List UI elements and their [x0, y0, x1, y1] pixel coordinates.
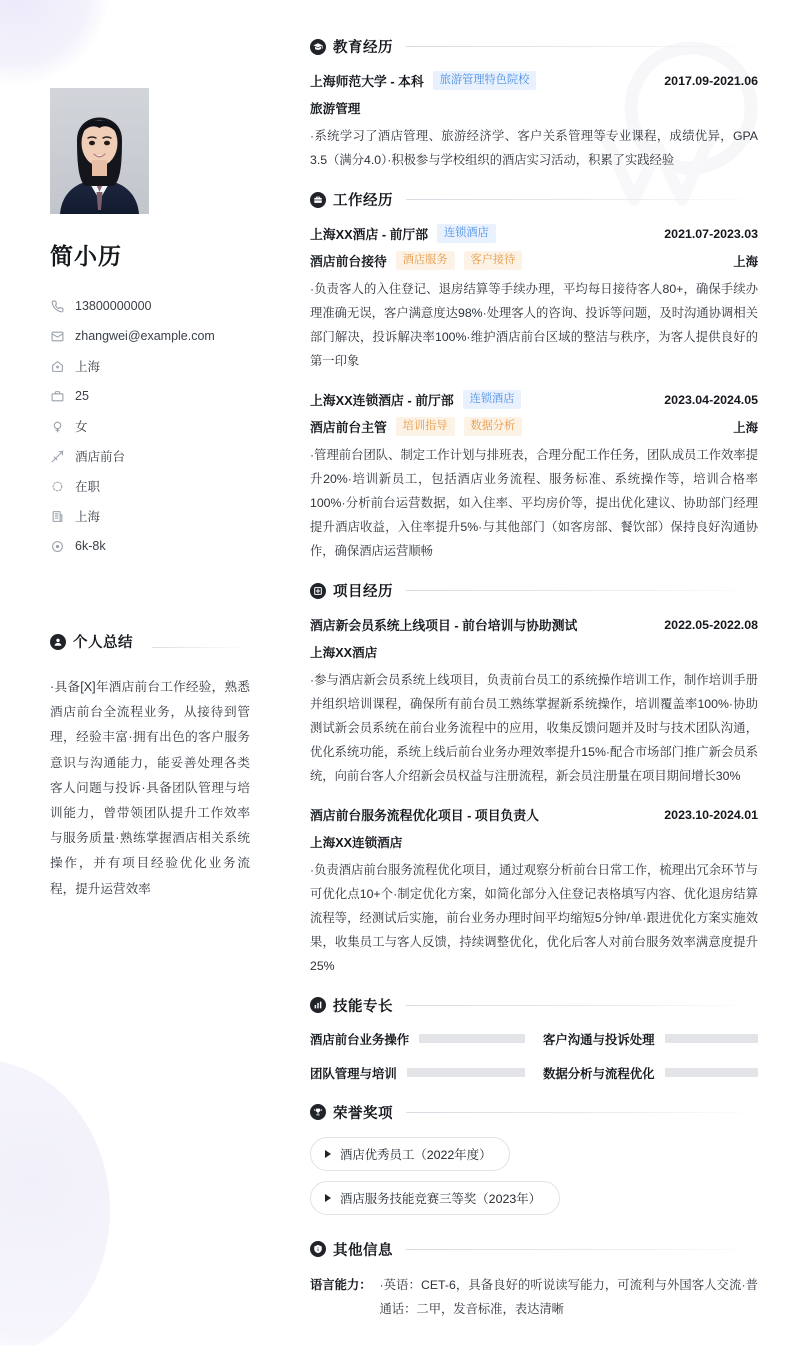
skill-bar [419, 1034, 525, 1043]
contact-salary-value: 6k-8k [75, 539, 106, 553]
contact-age [50, 381, 260, 411]
contact-salary [50, 531, 260, 561]
info-badge-icon [310, 1241, 326, 1257]
work-entry [310, 390, 758, 564]
skill-name: 酒店前台业务操作 [310, 1032, 410, 1047]
project-entry [310, 615, 758, 789]
home-icon [50, 359, 64, 373]
other-body [310, 1274, 758, 1322]
project-org: 上海XX酒店 [310, 646, 378, 661]
honor-item[interactable] [310, 1181, 560, 1215]
skill-name: 团队管理与培训 [310, 1066, 397, 1081]
work-title: 工作经历 [333, 193, 393, 210]
work-entry [310, 224, 758, 374]
skill-bar [665, 1068, 758, 1077]
chart-bar-icon [310, 997, 326, 1013]
contact-gender-value: 女 [75, 420, 88, 434]
work-position-tag: 酒店服务 [396, 251, 455, 270]
project-entry-header [310, 805, 758, 824]
projects-heading [310, 580, 758, 601]
heading-rule [406, 199, 758, 200]
main-content [310, 0, 758, 1326]
skill-bar [665, 1034, 758, 1043]
status-icon [50, 479, 64, 493]
project-description: ·负责酒店前台服务流程优化项目，通过观察分析前台日常工作，梳理出冗余环节与可优化点10+个·制定优化方案，如简化部分入住登记表格填写内容、优化退房结算流程等，经测试后实施，前台业务办理时间平均缩短5分钟/单·跟进优化方案实施效果，收集员工与客人反馈，持续调整优化，优化后客人对前台服务效率满意度提升25% [310, 863, 758, 973]
honor-label: 酒店优秀员工（2022年度） [340, 1147, 492, 1162]
briefcase-icon [310, 192, 326, 208]
triangle-marker-icon [325, 1194, 331, 1202]
education-section [310, 36, 758, 173]
graduation-cap-icon [310, 39, 326, 55]
project-date: 2023.10-2024.01 [664, 807, 758, 822]
contact-gender [50, 411, 260, 441]
work-date: 2021.07-2023.03 [664, 226, 758, 241]
work-company-tag: 连锁酒店 [463, 390, 522, 409]
contact-list [50, 291, 260, 561]
contact-workplace-value: 上海 [75, 510, 101, 524]
work-position: 酒店前台主管 [310, 420, 387, 436]
contact-phone-value: 13800000000 [75, 299, 152, 313]
skill-bar [407, 1068, 525, 1077]
honors-heading [310, 1102, 758, 1123]
summary-heading [50, 631, 250, 659]
work-position-tag: 数据分析 [464, 417, 523, 436]
education-heading [310, 36, 758, 57]
other-heading [310, 1239, 758, 1260]
contact-status [50, 471, 260, 501]
summary-title: 个人总结 [73, 635, 133, 651]
project-org: 上海XX连锁酒店 [310, 836, 403, 851]
sidebar [0, 0, 300, 1346]
other-title: 其他信息 [333, 1242, 393, 1259]
avatar [50, 88, 149, 214]
honors-title: 荣誉奖项 [333, 1105, 393, 1122]
heading-rule [406, 1249, 758, 1250]
work-section [310, 189, 758, 564]
heading-rule [406, 1005, 758, 1006]
phone-icon [50, 299, 64, 313]
contact-email [50, 321, 260, 351]
honor-label: 酒店服务技能竞赛三等奖（2023年） [340, 1191, 542, 1206]
work-description: ·管理前台团队、制定工作计划与排班表，合理分配工作任务，团队成员工作效率提升20%·培训新员工，包括酒店业务流程、服务标准、系统操作等，培训合格率100%·分析前台运营数据，如入住率、平均房价等，提出优化建议、协助部门经理提升酒店收益，入住率提升5%·与其他部门（如客房部、餐饮部）保持良好沟通协作，确保酒店运营顺畅 [310, 448, 758, 559]
work-location: 上海 [733, 254, 758, 269]
contact-city-value: 上海 [75, 360, 101, 374]
skill-name: 数据分析与流程优化 [543, 1066, 655, 1081]
summary-text: ·具备[X]年酒店前台工作经验，熟悉酒店前台全流程业务，从接待到管理，经验丰富·拥有出色的客户服务意识与沟通能力，能妥善处理各类客人问题与投诉·具备团队管理与培训能力，曾带领团队提升工作效率与服务质量·熟练掌握酒店相关系统操作，并有项目经验优化业务流程，提升运营效率 [50, 680, 250, 896]
work-position-tag: 培训指导 [396, 417, 455, 436]
triangle-marker-icon [325, 1150, 331, 1158]
other-label: 语言能力： [310, 1277, 372, 1292]
honor-row [310, 1181, 758, 1225]
work-position-tag: 客户接待 [464, 251, 523, 270]
work-heading [310, 189, 758, 210]
contact-position-value: 酒店前台 [75, 450, 126, 464]
project-description: ·参与酒店新会员系统上线项目，负责前台员工的系统操作培训工作，制作培训手册并组织培训课程，确保所有前台员工熟练掌握新系统操作，培训覆盖率100%·协助测试新会员系统在前台业务流程中的应用，收集反馈问题并及时与技术团队沟通，优化系统功能，系统上线后前台业务办理效率提升15%·配合市场部门推广新会员系统，向前台客人介绍新会员权益与注册流程，新会员注册量在项目期间增长30% [310, 673, 758, 784]
user-circle-icon [50, 634, 66, 650]
honors-section [310, 1102, 758, 1225]
work-date: 2023.04-2024.05 [664, 392, 758, 407]
trophy-icon [310, 1104, 326, 1120]
salary-icon [50, 539, 64, 553]
education-school: 上海师范大学 - 本科 [310, 74, 424, 90]
contact-age-value: 25 [75, 389, 89, 403]
education-entry-header [310, 71, 758, 90]
heading-rule [406, 590, 758, 591]
summary-section [50, 631, 250, 902]
grid-plus-icon [310, 583, 326, 599]
skills-heading [310, 995, 758, 1016]
work-position: 酒店前台接待 [310, 254, 387, 270]
portrait-photo-icon [50, 88, 149, 214]
candidate-name: 简小历 [50, 243, 122, 269]
contact-phone [50, 291, 260, 321]
education-title: 教育经历 [333, 40, 393, 56]
honor-row [310, 1137, 758, 1181]
projects-title: 项目经历 [333, 584, 393, 601]
contact-email-value: zhangwei@example.com [75, 329, 215, 343]
work-entry-header [310, 390, 758, 409]
contact-status-value: 在职 [75, 480, 101, 494]
work-entry-header [310, 224, 758, 243]
honor-item[interactable] [310, 1137, 510, 1171]
project-entry [310, 805, 758, 979]
education-tag: 旅游管理特色院校 [433, 71, 537, 90]
education-description: ·系统学习了酒店管理、旅游经济学、客户关系管理等专业课程，成绩优异，GPA 3.5（满分4.0）·积极参与学校组织的酒店实习活动，积累了实践经验 [310, 129, 758, 168]
contact-position [50, 441, 260, 471]
heading-rule [406, 46, 758, 47]
project-name: 酒店新会员系统上线项目 - 前台培训与协助测试 [310, 618, 578, 634]
work-location: 上海 [733, 420, 758, 435]
skill-name: 客户沟通与投诉处理 [543, 1032, 655, 1047]
work-position-row [310, 417, 758, 436]
work-company-tag: 连锁酒店 [437, 224, 496, 243]
skills-title: 技能专长 [333, 998, 393, 1015]
work-description: ·负责客人的入住登记、退房结算等手续办理，平均每日接待客人80+，确保手续办理准确无误，客户满意度达98%·处理客人的咨询、投诉等问题，及时沟通协调相关部门解决，投诉解决率100%·维护酒店前台区域的整洁与秩序，为客人提供良好的第一印象 [310, 282, 758, 369]
education-major: 旅游管理 [310, 102, 361, 117]
heading-rule [406, 1112, 758, 1113]
projects-section [310, 580, 758, 979]
building-icon [50, 509, 64, 523]
rocket-icon [50, 449, 64, 463]
skill-item [310, 1064, 525, 1082]
skills-section [310, 995, 758, 1082]
project-date: 2022.05-2022.08 [664, 617, 758, 632]
work-company: 上海XX酒店 - 前厅部 [310, 227, 429, 243]
briefcase-icon [50, 389, 64, 403]
project-entry-header [310, 615, 758, 634]
work-company: 上海XX连锁酒店 - 前厅部 [310, 393, 454, 409]
other-section [310, 1239, 758, 1322]
contact-city [50, 351, 260, 381]
education-date: 2017.09-2021.06 [664, 73, 758, 88]
mail-icon [50, 329, 64, 343]
gender-icon [50, 419, 64, 433]
skills-grid [310, 1030, 758, 1082]
contact-workplace [50, 501, 260, 531]
other-value: ·英语：CET-6，具备良好的听说读写能力，可流利与外国客人交流·普通话：二甲，发音标准，表达清晰 [379, 1277, 758, 1316]
skill-item [543, 1030, 758, 1048]
skill-item [543, 1064, 758, 1082]
work-position-row [310, 251, 758, 270]
education-entry [310, 71, 758, 173]
skill-item [310, 1030, 525, 1048]
project-name: 酒店前台服务流程优化项目 - 项目负责人 [310, 808, 539, 824]
